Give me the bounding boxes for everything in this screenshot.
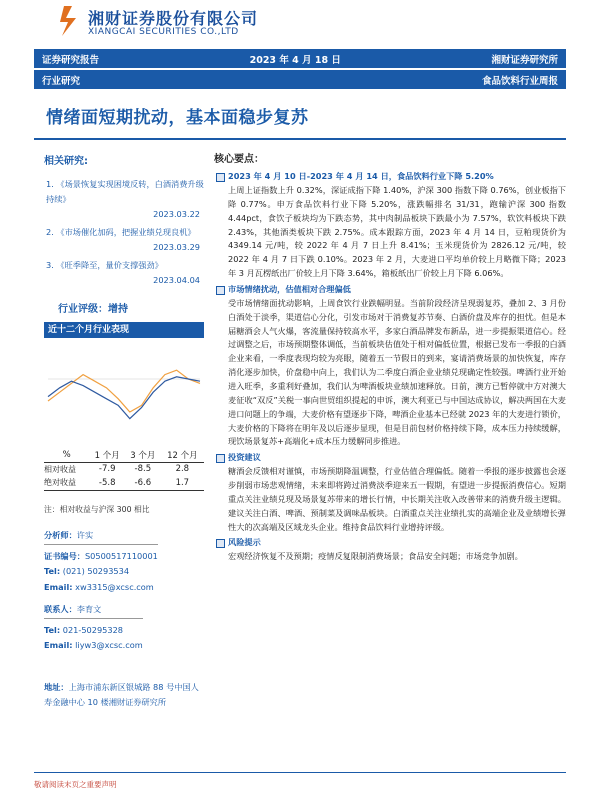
contact-tel: 021-50295328 (62, 624, 124, 635)
section-heading: 投资建议 (214, 452, 566, 463)
performance-table (44, 448, 204, 491)
section-body: 宏观经济恢复不及预期；疫情反复限制消费场景；食品安全问题；市场竞争加剧。 (228, 551, 523, 562)
report-title: 情绪面短期扰动，基本面稳步复苏 (46, 108, 309, 128)
header-bar-bottom (34, 70, 566, 89)
table-note: 注：相对收益与沪深 300 相比 (44, 505, 150, 514)
logo-english-name: XIANGCAI SECURITIES CO.,LTD (88, 27, 239, 37)
table-cell: -6.6 (125, 476, 161, 490)
table-cell: 1.7 (161, 476, 204, 490)
analyst-email[interactable]: xw3315@xcsc.com (75, 581, 154, 592)
left-panel (34, 152, 204, 291)
table-cell: -8.5 (134, 464, 152, 475)
contact-name-row: 联系人：李育文 (44, 602, 143, 619)
address-text: 上海市浦东新区银城路 88 号中国人寿金融中心 10 楼湘财证券研究所 (44, 682, 199, 707)
related-item[interactable] (46, 225, 204, 255)
address-block (44, 680, 206, 710)
contact-email[interactable]: liyw3@xcsc.com (75, 640, 143, 650)
analyst-tel: (021) 50293534 (62, 566, 130, 576)
related-item[interactable] (46, 177, 204, 222)
contact-name: 李育文 (76, 604, 102, 614)
core-points-heading: 核心要点： (214, 154, 264, 165)
footer-disclaimer: 敬请阅读末页之重要声明 (34, 780, 117, 789)
title-divider (34, 138, 566, 140)
table-cell: 2.8 (175, 464, 190, 475)
table-header-row (44, 448, 204, 462)
address-label: 地址： (44, 682, 69, 692)
section-heading: 风险提示 (214, 537, 566, 548)
table-header-cell: 12 个月 (161, 448, 204, 462)
section-body: 上周上证指数上升 0.32%，深证成指下降 1.40%，沪深 300 指数下降 0.76%，创业板指下降 0.77%。申万食品饮料行业下降 5.20%，涨跌幅排名 31/31，跑输沪深 300 指数 4.44pct，食饮子板块均为下跌态势，其中肉制品板块下跌最小为 7.57%，软饮料板块下跌 2.43%，其他酒类板块下跌 2.75%。成本跟踪方面，2023 年 4 月 14 日，豆粕现货价为 4349.14 元/吨，较 2022 年 4 月 7 日上升 8.41%；玉米现货价为 2826.12 元/吨，较 2022 年 4 月 7 日下跌 0.10%。2023 年 2 月，大麦进口平均单价较上月略微下降；2023 年 3 月瓦楞纸出厂价较上月下降 3.64%，箱板纸出厂价较上月下降 6.06%。 (228, 185, 566, 279)
contact-tel-row: Tel: 021-50295328 (44, 624, 124, 635)
report-type: 证券研究报告 (42, 54, 100, 66)
report-date: 2023 年 4 月 18 日 (249, 54, 341, 66)
institute-name: 湘财证券研究所 (491, 54, 558, 66)
table-row (44, 476, 204, 490)
report-category: 行业研究 (42, 75, 81, 87)
analyst-cert: S0500517110001 (84, 550, 158, 561)
analyst-email-row: Email: xw3315@xcsc.com (44, 581, 154, 592)
table-row-label: 相对收益 (44, 464, 76, 474)
logo-mark-icon (58, 4, 82, 38)
performance-chart (44, 340, 204, 440)
related-item-title: 2. 《市场催化加码，把握业绩兑现良机》 (46, 227, 196, 237)
related-item-date: 2023.04.04 (153, 275, 200, 285)
contact-card (44, 602, 143, 654)
contact-email-row: Email: liyw3@xcsc.com (44, 640, 143, 650)
report-subcategory: 食品饮料行业周报 (481, 75, 558, 87)
table-cell: -5.8 (89, 476, 125, 490)
section-heading: 市场情绪扰动，估值相对合理偏低 (214, 284, 566, 295)
footer (34, 772, 566, 790)
chart-series-line-benchmark (48, 377, 200, 419)
industry-rating: 行业评级：增持 (58, 304, 128, 315)
related-research-heading: 相关研究: (44, 156, 88, 167)
related-item[interactable] (46, 258, 204, 288)
related-item-title: 1. 《场景恢复实现困境反转，白酒消费升级持续》 (46, 179, 204, 204)
table-cell: -7.9 (98, 464, 116, 475)
header-bar-top (34, 49, 566, 68)
section-body: 糖酒会反馈相对谨慎，市场预期降温调整，行业估值合理偏低。随着一季报的逐步披露也会逐步削弱市场悲观情绪，未来即将跨过消费淡季迎来五一假期，有望进一步提振消费信心。短期重点关注业绩兑现及场景复苏带来的增长行情，中长期关注收入改善带来的消费升级主逻辑。建议关注白酒、啤酒、预制菜及调味品板块。白酒重点关注业绩扎实的高端企业及业绩增长弹性大的次高端及区域龙头企业。维持食品饮料行业增持评级。 (228, 466, 566, 532)
related-item-title: 3. 《旺季降至，量价支撑强劲》 (46, 260, 163, 270)
analyst-tel-row: Tel: (021) 50293534 (44, 566, 130, 576)
section-body: 受市场情绪面扰动影响，上周食饮行业跌幅明显。当前阶段经济呈现弱复苏，叠加 2、3 月份白酒处于淡季，渠道信心分化，引发市场对于消费复苏节奏、白酒价盘及库存的担忧。但是本届糖酒会人气火爆，客流量保持较高水平，多家白酒品牌发布新品，进一步提振渠道信心。经过调整之后，市场预期整体调低，当前板块估值处于相对偏低位置，根据已发布一季报的白酒企业来看，一季度表现均较为亮眼，随着五一节假日的到来，宴请消费场景的加快恢复，库存消化逐步加快，价盘稳中向上，我们认为二季度白酒企业业绩兑现确定性较强。啤酒行业开始进入旺季，多重利好叠加，我们认为啤酒板块业绩加速释放。日前，澳方已暂停就中方对澳大麦征收“双反”关税一事向世贸组织提起的申诉，澳大利亚已与中国达成协议，解决两国在大麦进口问题上的争端，大麦价格有望逐步下降，啤酒企业基本已经就 2023 年的大麦进行锁价，大麦价格的下降将在明年及以后逐步显现，但是目前包材价格持续下降，成本压力持续缓解，现饮场景复苏+高端化+成本压力缓解同步推进。 (228, 297, 566, 447)
related-item-date: 2023.03.29 (153, 242, 200, 252)
analyst-name: 许实 (76, 530, 94, 540)
section-heading: 2023 年 4 月 10 日-2023 年 4 月 14 日，食品饮料行业下降 5.20% (214, 171, 566, 182)
right-panel (214, 150, 566, 564)
analyst-cert-row: 证书编号：S0500517110001 (44, 550, 158, 561)
company-logo (58, 4, 298, 44)
related-item-date: 2023.03.22 (153, 209, 200, 219)
table-row-label: 绝对收益 (44, 476, 89, 490)
table-header-cell: % (44, 448, 89, 462)
table-header-cell: 1 个月 (89, 448, 125, 462)
analyst-name-row: 分析师：许实 (44, 528, 158, 545)
chart-heading: 近十二个月行业表现 (44, 322, 204, 338)
logo-chinese-name: 湘财证券股份有限公司 (88, 9, 259, 28)
table-row (44, 462, 204, 476)
analyst-card (44, 528, 158, 595)
related-research-list (46, 177, 204, 288)
table-header-cell: 3 个月 (125, 448, 161, 462)
